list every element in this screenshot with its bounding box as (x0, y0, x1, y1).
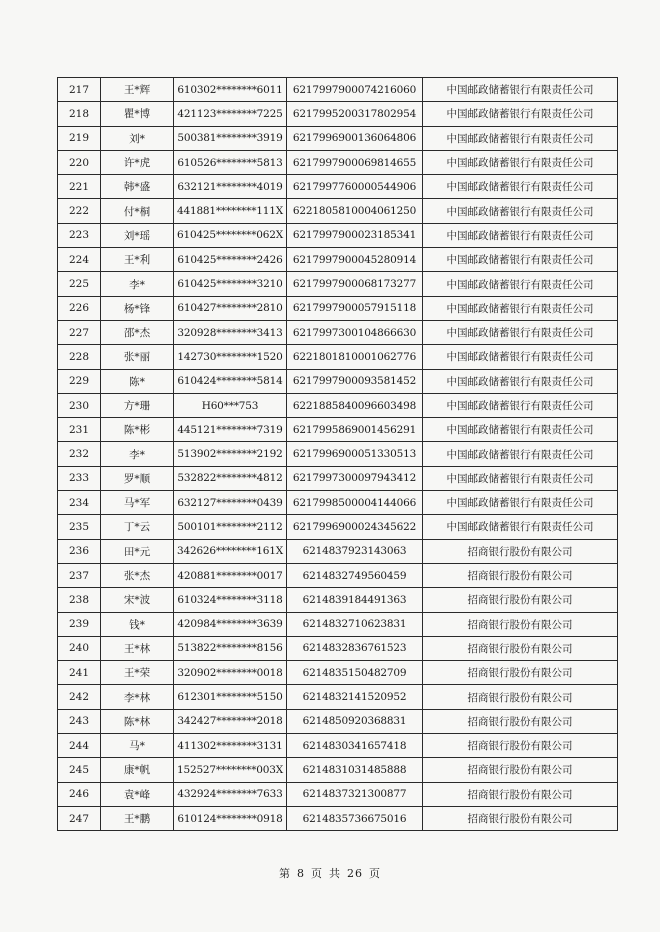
bank-name-cell: 招商银行股份有限公司 (423, 734, 618, 758)
account-number-cell: 6217996900136064806 (287, 126, 423, 150)
id-number-cell: 610324********3118 (174, 588, 287, 612)
account-number-cell: 6217997900023185341 (287, 223, 423, 247)
name-cell: 袁*峰 (101, 782, 174, 806)
account-number-cell: 6217997300097943412 (287, 466, 423, 490)
table-row (58, 296, 618, 320)
bank-name-cell: 中国邮政储蓄银行有限责任公司 (423, 199, 618, 223)
table-row (58, 345, 618, 369)
account-number-cell: 6217996900051330513 (287, 442, 423, 466)
bank-name-cell: 招商银行股份有限公司 (423, 661, 618, 685)
account-number-cell: 6214837321300877 (287, 782, 423, 806)
name-cell: 付*桐 (101, 199, 174, 223)
name-cell: 李* (101, 272, 174, 296)
row-number-cell: 226 (58, 296, 101, 320)
footer-total-unit: 页 (369, 867, 381, 880)
account-number-cell: 6214835150482709 (287, 661, 423, 685)
id-number-cell: 411302********3131 (174, 734, 287, 758)
bank-name-cell: 招商银行股份有限公司 (423, 806, 618, 830)
roster-table-body (58, 78, 618, 831)
table-row (58, 369, 618, 393)
bank-name-cell: 中国邮政储蓄银行有限责任公司 (423, 78, 618, 102)
page-footer (0, 865, 660, 881)
bank-name-cell: 中国邮政储蓄银行有限责任公司 (423, 175, 618, 199)
id-number-cell: 610124********0918 (174, 806, 287, 830)
table-row (58, 223, 618, 247)
table-row (58, 491, 618, 515)
id-number-cell: 612301********5150 (174, 685, 287, 709)
id-number-cell: 421123********7225 (174, 102, 287, 126)
bank-name-cell: 招商银行股份有限公司 (423, 685, 618, 709)
id-number-cell: 532822********4812 (174, 466, 287, 490)
row-number-cell: 225 (58, 272, 101, 296)
table-row (58, 102, 618, 126)
table-row (58, 782, 618, 806)
row-number-cell: 241 (58, 661, 101, 685)
name-cell: 王*荣 (101, 661, 174, 685)
id-number-cell: 432924********7633 (174, 782, 287, 806)
account-number-cell: 6217997900074216060 (287, 78, 423, 102)
bank-name-cell: 招商银行股份有限公司 (423, 588, 618, 612)
id-number-cell: 513822********8156 (174, 636, 287, 660)
bank-name-cell: 中国邮政储蓄银行有限责任公司 (423, 393, 618, 417)
name-cell: 宋*波 (101, 588, 174, 612)
name-cell: 陈* (101, 369, 174, 393)
account-number-cell: 6214837923143063 (287, 539, 423, 563)
name-cell: 张*丽 (101, 345, 174, 369)
id-number-cell: 441881********111X (174, 199, 287, 223)
row-number-cell: 236 (58, 539, 101, 563)
table-row (58, 758, 618, 782)
id-number-cell: 610425********2426 (174, 248, 287, 272)
roster-table (57, 77, 618, 831)
table-row (58, 563, 618, 587)
id-number-cell: 142730********1520 (174, 345, 287, 369)
row-number-cell: 247 (58, 806, 101, 830)
row-number-cell: 240 (58, 636, 101, 660)
bank-name-cell: 招商银行股份有限公司 (423, 636, 618, 660)
account-number-cell: 6217997900057915118 (287, 296, 423, 320)
row-number-cell: 232 (58, 442, 101, 466)
bank-name-cell: 招商银行股份有限公司 (423, 758, 618, 782)
bank-name-cell: 中国邮政储蓄银行有限责任公司 (423, 102, 618, 126)
row-number-cell: 227 (58, 320, 101, 344)
name-cell: 杨*锋 (101, 296, 174, 320)
row-number-cell: 222 (58, 199, 101, 223)
table-row (58, 515, 618, 539)
table-row (58, 709, 618, 733)
row-number-cell: 218 (58, 102, 101, 126)
table-row (58, 175, 618, 199)
name-cell: 陈*林 (101, 709, 174, 733)
id-number-cell: 610427********2810 (174, 296, 287, 320)
table-row (58, 418, 618, 442)
id-number-cell: 500381********3919 (174, 126, 287, 150)
row-number-cell: 220 (58, 150, 101, 174)
footer-page-number: 8 (297, 867, 305, 880)
name-cell: 刘*瑶 (101, 223, 174, 247)
table-row (58, 685, 618, 709)
table-row (58, 320, 618, 344)
id-number-cell: 152527********003X (174, 758, 287, 782)
account-number-cell: 6214832141520952 (287, 685, 423, 709)
bank-name-cell: 招商银行股份有限公司 (423, 612, 618, 636)
table-row (58, 588, 618, 612)
table-row (58, 539, 618, 563)
name-cell: 方*珊 (101, 393, 174, 417)
bank-name-cell: 中国邮政储蓄银行有限责任公司 (423, 320, 618, 344)
account-number-cell: 6221801810001062776 (287, 345, 423, 369)
bank-name-cell: 中国邮政储蓄银行有限责任公司 (423, 442, 618, 466)
id-number-cell: 320928********3413 (174, 320, 287, 344)
row-number-cell: 235 (58, 515, 101, 539)
table-row (58, 248, 618, 272)
name-cell: 李*林 (101, 685, 174, 709)
name-cell: 李* (101, 442, 174, 466)
table-row (58, 199, 618, 223)
account-number-cell: 6217997300104866630 (287, 320, 423, 344)
name-cell: 钱* (101, 612, 174, 636)
bank-name-cell: 招商银行股份有限公司 (423, 709, 618, 733)
table-row (58, 393, 618, 417)
row-number-cell: 228 (58, 345, 101, 369)
name-cell: 陈*彬 (101, 418, 174, 442)
table-row (58, 806, 618, 830)
account-number-cell: 6217995869001456291 (287, 418, 423, 442)
row-number-cell: 229 (58, 369, 101, 393)
table-row (58, 636, 618, 660)
bank-name-cell: 中国邮政储蓄银行有限责任公司 (423, 248, 618, 272)
table-row (58, 150, 618, 174)
account-number-cell: 6217995200317802954 (287, 102, 423, 126)
account-number-cell: 6214850920368831 (287, 709, 423, 733)
id-number-cell: 632127********0439 (174, 491, 287, 515)
name-cell: 丁*云 (101, 515, 174, 539)
table-row (58, 442, 618, 466)
name-cell: 张*杰 (101, 563, 174, 587)
bank-name-cell: 中国邮政储蓄银行有限责任公司 (423, 491, 618, 515)
bank-name-cell: 中国邮政储蓄银行有限责任公司 (423, 126, 618, 150)
table-row (58, 661, 618, 685)
footer-total-pages: 26 (347, 867, 363, 880)
row-number-cell: 221 (58, 175, 101, 199)
account-number-cell: 6217998500004144066 (287, 491, 423, 515)
account-number-cell: 6221805810004061250 (287, 199, 423, 223)
id-number-cell: 420881********0017 (174, 563, 287, 587)
bank-name-cell: 中国邮政储蓄银行有限责任公司 (423, 223, 618, 247)
id-number-cell: 610302********6011 (174, 78, 287, 102)
bank-name-cell: 中国邮政储蓄银行有限责任公司 (423, 345, 618, 369)
row-number-cell: 243 (58, 709, 101, 733)
bank-name-cell: 中国邮政储蓄银行有限责任公司 (423, 515, 618, 539)
account-number-cell: 6217997760000544906 (287, 175, 423, 199)
id-number-cell: 342626********161X (174, 539, 287, 563)
bank-name-cell: 招商银行股份有限公司 (423, 563, 618, 587)
name-cell: 邵*杰 (101, 320, 174, 344)
table-row (58, 466, 618, 490)
id-number-cell: 500101********2112 (174, 515, 287, 539)
name-cell: 刘* (101, 126, 174, 150)
account-number-cell: 6217996900024345622 (287, 515, 423, 539)
bank-name-cell: 中国邮政储蓄银行有限责任公司 (423, 296, 618, 320)
bank-name-cell: 招商银行股份有限公司 (423, 539, 618, 563)
bank-name-cell: 中国邮政储蓄银行有限责任公司 (423, 272, 618, 296)
row-number-cell: 231 (58, 418, 101, 442)
name-cell: 许*虎 (101, 150, 174, 174)
account-number-cell: 6217997900069814655 (287, 150, 423, 174)
table-row (58, 126, 618, 150)
name-cell: 韩*盛 (101, 175, 174, 199)
name-cell: 马* (101, 734, 174, 758)
footer-page-unit: 页 (311, 867, 323, 880)
name-cell: 王*利 (101, 248, 174, 272)
bank-name-cell: 中国邮政储蓄银行有限责任公司 (423, 369, 618, 393)
id-number-cell: 610425********062X (174, 223, 287, 247)
table-row (58, 734, 618, 758)
account-number-cell: 6221885840096603498 (287, 393, 423, 417)
bank-name-cell: 中国邮政储蓄银行有限责任公司 (423, 150, 618, 174)
name-cell: 康*帆 (101, 758, 174, 782)
row-number-cell: 242 (58, 685, 101, 709)
row-number-cell: 219 (58, 126, 101, 150)
row-number-cell: 238 (58, 588, 101, 612)
account-number-cell: 6214835736675016 (287, 806, 423, 830)
account-number-cell: 6214832836761523 (287, 636, 423, 660)
id-number-cell: 420984********3639 (174, 612, 287, 636)
id-number-cell: 513902********2192 (174, 442, 287, 466)
row-number-cell: 245 (58, 758, 101, 782)
id-number-cell: 610425********3210 (174, 272, 287, 296)
id-number-cell: 320902********0018 (174, 661, 287, 685)
table-row (58, 78, 618, 102)
account-number-cell: 6217997900045280914 (287, 248, 423, 272)
account-number-cell: 6214830341657418 (287, 734, 423, 758)
account-number-cell: 6214839184491363 (287, 588, 423, 612)
name-cell: 瞿*博 (101, 102, 174, 126)
account-number-cell: 6217997900093581452 (287, 369, 423, 393)
account-number-cell: 6214832749560459 (287, 563, 423, 587)
name-cell: 王*辉 (101, 78, 174, 102)
id-number-cell: 610526********5813 (174, 150, 287, 174)
table-row (58, 612, 618, 636)
row-number-cell: 244 (58, 734, 101, 758)
bank-name-cell: 招商银行股份有限公司 (423, 782, 618, 806)
id-number-cell: H60***753 (174, 393, 287, 417)
footer-total-prefix: 共 (329, 867, 341, 880)
id-number-cell: 632121********4019 (174, 175, 287, 199)
row-number-cell: 230 (58, 393, 101, 417)
table-row (58, 272, 618, 296)
id-number-cell: 445121********7319 (174, 418, 287, 442)
row-number-cell: 224 (58, 248, 101, 272)
row-number-cell: 234 (58, 491, 101, 515)
name-cell: 马*军 (101, 491, 174, 515)
name-cell: 王*鹏 (101, 806, 174, 830)
row-number-cell: 223 (58, 223, 101, 247)
bank-name-cell: 中国邮政储蓄银行有限责任公司 (423, 418, 618, 442)
footer-prefix: 第 (279, 867, 291, 880)
account-number-cell: 6214831031485888 (287, 758, 423, 782)
name-cell: 田*元 (101, 539, 174, 563)
id-number-cell: 342427********2018 (174, 709, 287, 733)
bank-name-cell: 中国邮政储蓄银行有限责任公司 (423, 466, 618, 490)
account-number-cell: 6214832710623831 (287, 612, 423, 636)
row-number-cell: 239 (58, 612, 101, 636)
account-number-cell: 6217997900068173277 (287, 272, 423, 296)
row-number-cell: 246 (58, 782, 101, 806)
name-cell: 罗*顺 (101, 466, 174, 490)
name-cell: 王*林 (101, 636, 174, 660)
row-number-cell: 217 (58, 78, 101, 102)
row-number-cell: 233 (58, 466, 101, 490)
id-number-cell: 610424********5814 (174, 369, 287, 393)
row-number-cell: 237 (58, 563, 101, 587)
